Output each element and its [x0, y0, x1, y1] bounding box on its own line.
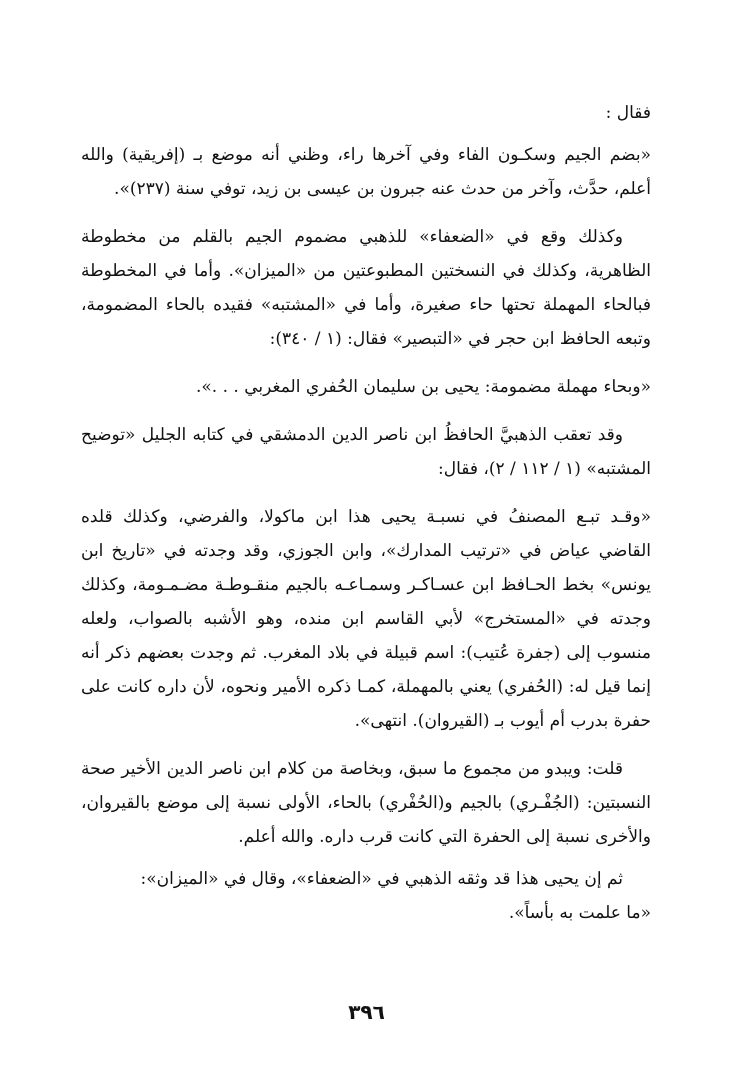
quote-ibn-nasir-al-din: «وقـد تبـع المصنفُ في نسبـة يحيى هذا ابن ماكولا، والفرضي، وكذلك قلده القاضي عياض في «ترتيب المدارك»، وابن الجوزي، وقد وجدته في «تاريخ ابن يونس» بخط الحـافظ ابن عسـاكـر وسمـاعـه بالجيم منقـوطـة مضـمـومة، وكذلك وجدته في «المستخرج» لأبي القاسم ابن منده، وهو الأشبه بالصواب، ولعله منسوب إلى (جفرة عُتيب): اسم قبيلة في بلاد المغرب. ثم وجدت بعضهم ذكر أنه إنما قيل له: (الحُفري) يعني بالمهملة، كمـا ذكره الأمير ونحوه، لأن داره كانت على حفرة بدرب أم أيوب بـ (القيروان). انتهى». — [81, 507, 651, 731]
paragraph-al-duafa: وكذلك وقع في «الضعفاء» للذهبي مضموم الجيم بالقلم من مخطوطة الظاهرية، وكذلك في النسختين المطبوعتين من «الميزان». وأما في المخطوطة فبالحاء المهملة تحتها حاء صغيرة، وأما في «المشتبه» فقيده بالحاء المضمومة، وتبعه الحافظ ابن حجر في «التبصير» فقال: (١ / ٣٤٠): — [81, 227, 651, 349]
quote-bihaa-muhmala: «وبحاء مهملة مضمومة: يحيى بن سليمان الحُفري المغربي . . .». — [195, 377, 651, 397]
paragraph-qultu: قلت: ويبدو من مجموع ما سبق، وبخاصة من كلام ابن ناصر الدين الأخير صحة النسبتين: (الجُفْـري) بالجيم و(الحُفْري) بالحاء، الأولى نسبة إلى موضع بالقيروان، والأخرى نسبة إلى الحفرة التي كانت قرب داره. والله أعلم. — [81, 759, 651, 847]
quote-ma-alimtu: «ما علمت به بأساً». — [508, 903, 651, 923]
page-number: ٣٩٦ — [348, 1000, 385, 1024]
paragraph-taaqqub: وقد تعقب الذهبيَّ الحافظُ ابن ناصر الدين الدمشقي في كتابه الجليل «توضيح المشتبه» (١ / ١١٢ / ٢)، فقال: — [81, 425, 651, 479]
paragraph-wathaqahu: ثم إن يحيى هذا قد وثقه الذهبي في «الضعفاء»، وقال في «الميزان»: — [140, 869, 623, 889]
document-body — [81, 96, 651, 930]
quote-bidamm-al-jim: «بضم الجيم وسكـون الفاء وفي آخرها راء، وظني أنه موضع بـ (إفريقية) والله أعلم، حدَّث، وآخر من حدث عنه جبرون بن عيسى بن زيد، توفي سنة (٢٣٧)». — [81, 145, 651, 199]
paragraph-faqal: فقال : — [605, 103, 651, 123]
